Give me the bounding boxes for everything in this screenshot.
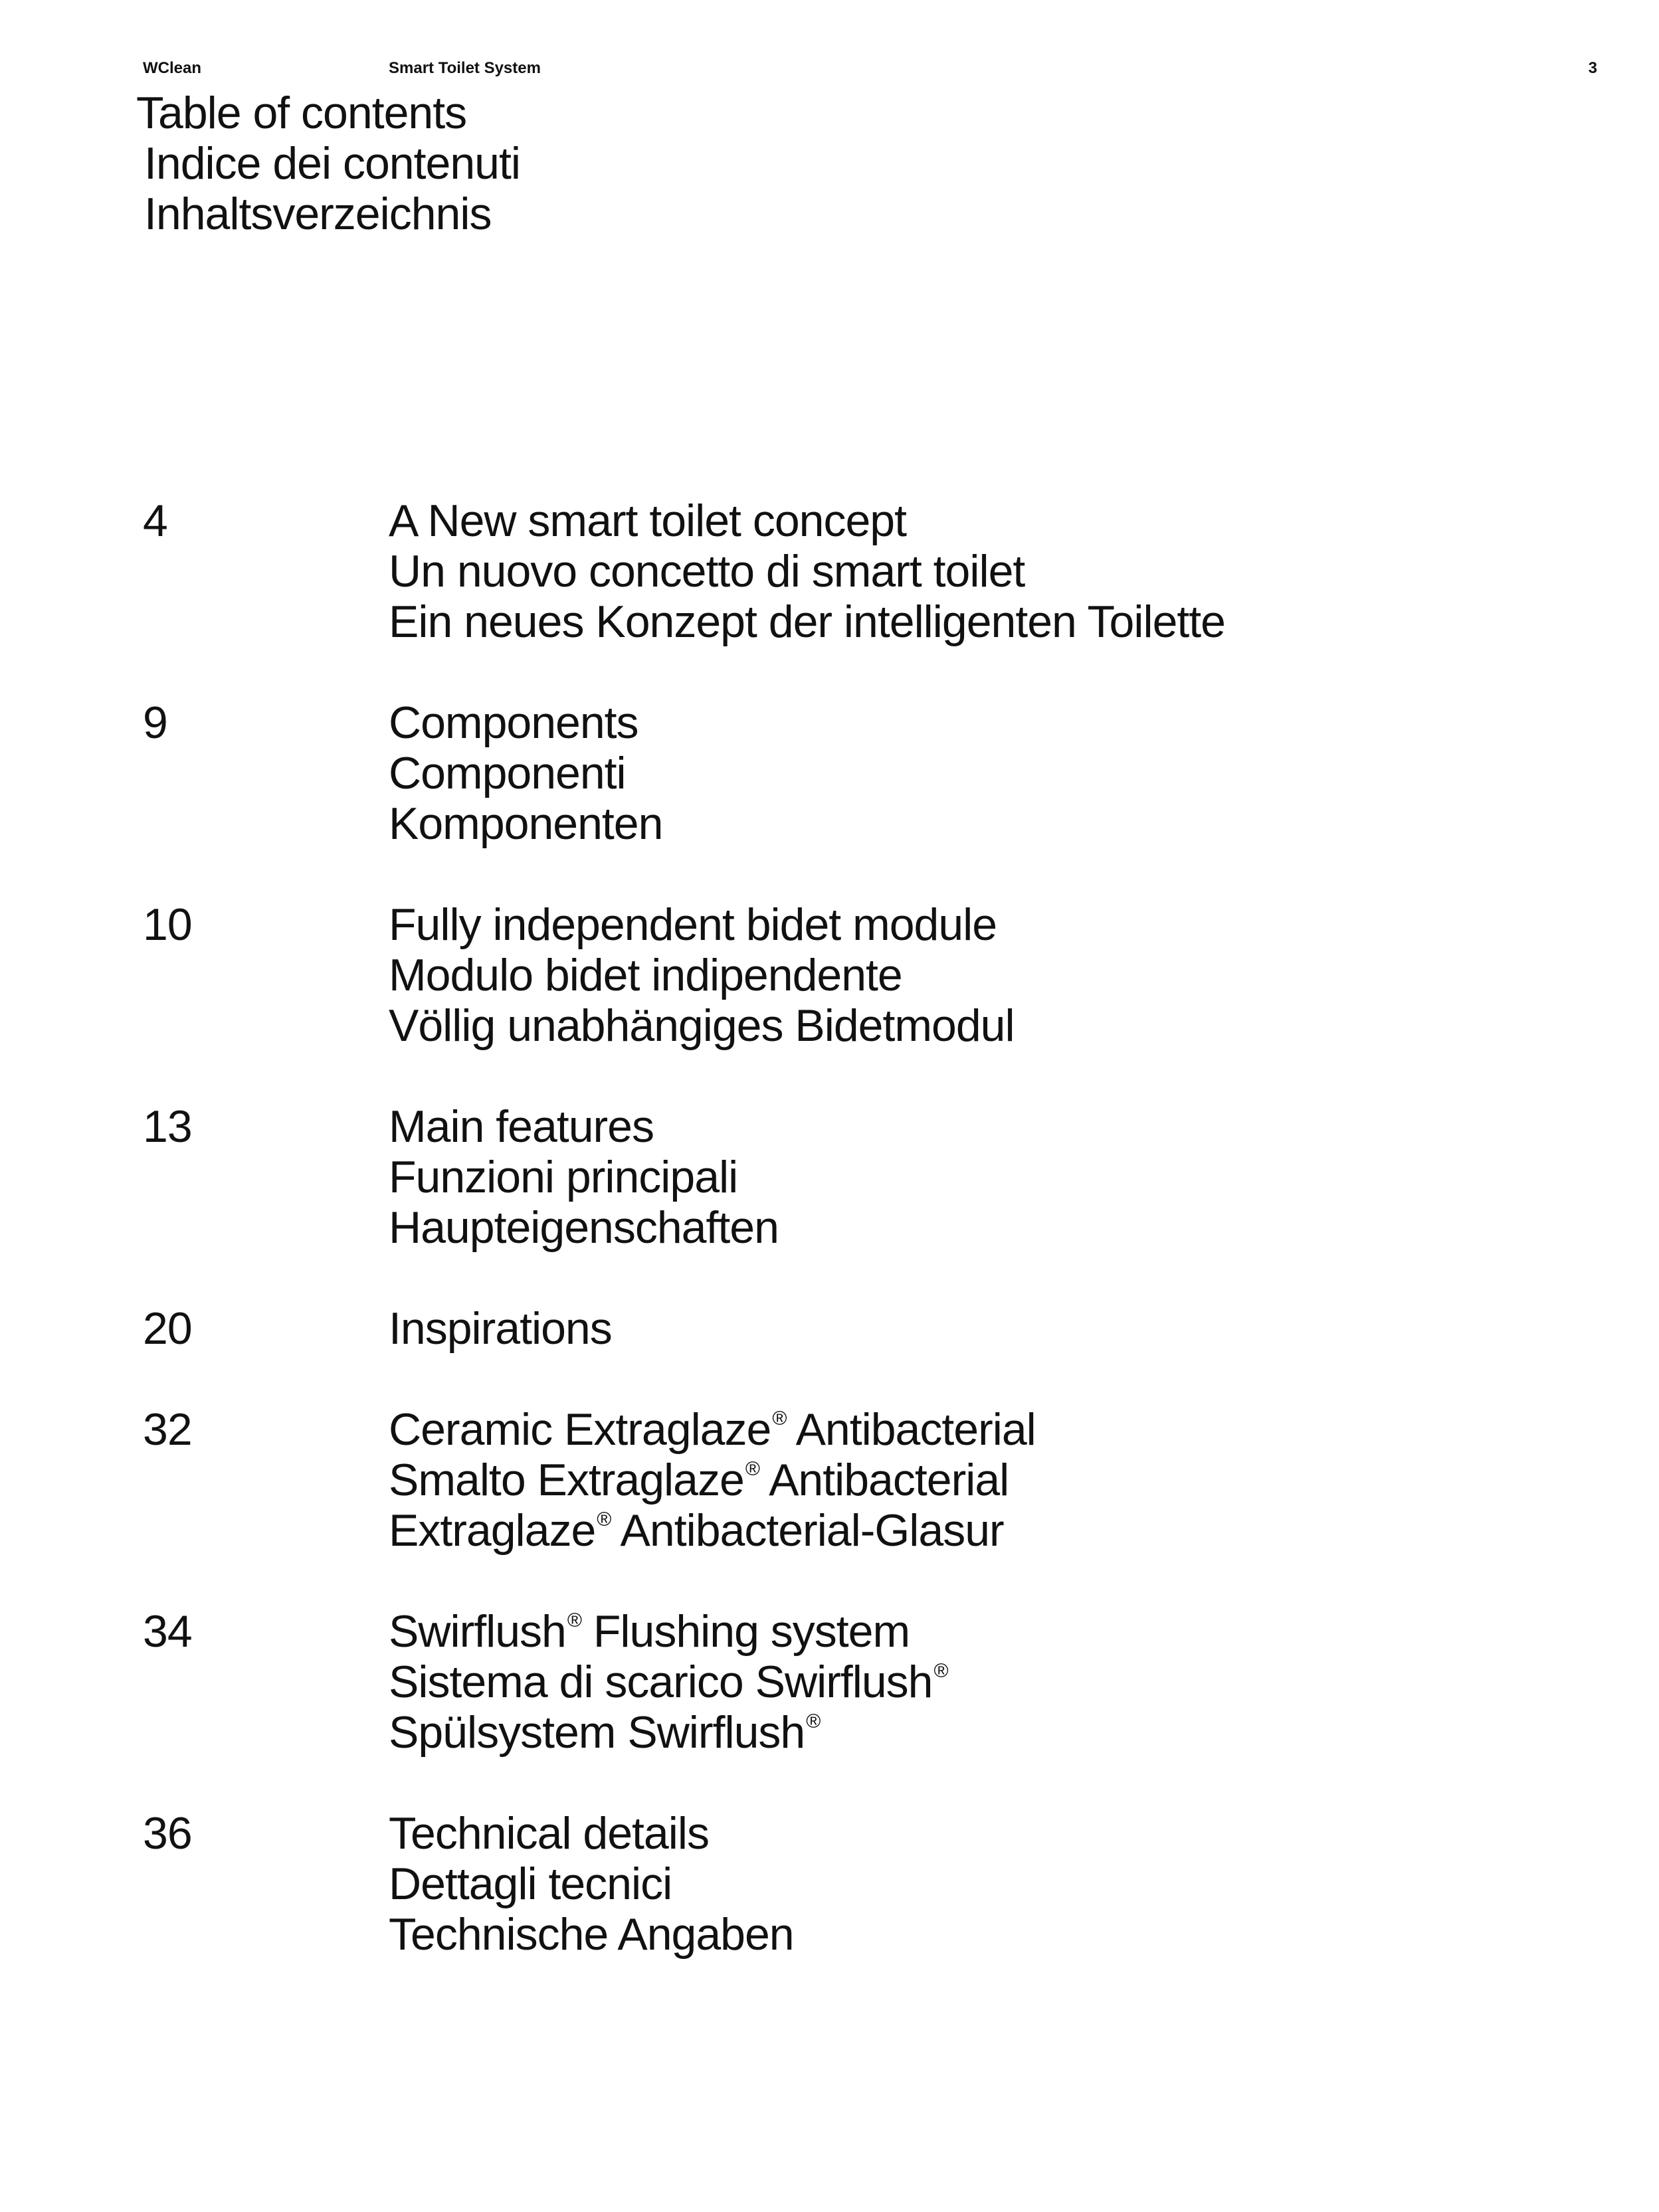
toc-title-it [389, 1455, 1571, 1505]
toc-page-number: 9 [143, 697, 167, 748]
toc-titles [389, 496, 1571, 647]
toc-title-text: Antibacterial [759, 1455, 1009, 1505]
toc-title-it: Funzioni principali [389, 1152, 738, 1202]
toc-title-text: Ceramic Extraglaze [389, 1404, 771, 1455]
registered-mark: ® [772, 1408, 787, 1429]
toc-title-de [389, 1505, 1571, 1556]
toc-title-de: Völlig unabhängiges Bidetmodul [389, 1000, 1015, 1051]
toc-title-text: Flushing system [581, 1606, 910, 1657]
toc-entry[interactable] [143, 1101, 1571, 1253]
toc-title-it: Dettagli tecnici [389, 1859, 672, 1909]
toc-titles [389, 1101, 1571, 1253]
toc-title-text: Extraglaze [389, 1505, 596, 1556]
toc-title-text: Swirflush [389, 1606, 566, 1657]
toc-entry[interactable] [143, 496, 1571, 647]
toc-titles [389, 697, 1571, 849]
brand-name: WClean [143, 59, 202, 77]
registered-mark: ® [933, 1660, 948, 1682]
toc-title-text: Antibacterial-Glasur [611, 1505, 1004, 1556]
toc-list [143, 496, 1571, 1960]
toc-entry[interactable] [143, 1303, 1571, 1354]
toc-entry[interactable] [143, 1404, 1571, 1556]
toc-title-it: Componenti [389, 748, 626, 798]
toc-title-en: A New smart toilet concept [389, 496, 907, 546]
toc-title-text: Smalto Extraglaze [389, 1455, 744, 1505]
toc-title-text: Spülsystem Swirflush [389, 1707, 805, 1758]
toc-title-de: Ein neues Konzept der intelligenten Toilette [389, 597, 1225, 647]
toc-entry[interactable] [143, 899, 1571, 1051]
toc-title-en: Technical details [389, 1808, 709, 1859]
toc-title-it [389, 1657, 1571, 1707]
toc-entry[interactable] [143, 697, 1571, 849]
registered-mark: ® [806, 1710, 821, 1732]
toc-title-en [389, 1606, 1571, 1657]
page-header [143, 58, 1597, 78]
toc-title-text: Sistema di scarico Swirflush [389, 1657, 933, 1707]
toc-heading-en: Table of contents [136, 88, 467, 138]
toc-title-en: Inspirations [389, 1303, 612, 1354]
toc-page-number: 36 [143, 1808, 192, 1859]
toc-titles [389, 1606, 1571, 1758]
toc-page-number: 34 [143, 1606, 192, 1657]
registered-mark: ® [745, 1458, 759, 1480]
registered-mark: ® [597, 1509, 611, 1530]
toc-heading-de: Inhaltsverzeichnis [144, 189, 492, 239]
toc-entry[interactable] [143, 1606, 1571, 1758]
toc-title-text: Antibacterial [786, 1404, 1036, 1455]
toc-titles [389, 899, 1571, 1051]
toc-page-number: 4 [143, 496, 167, 546]
toc-page-number: 13 [143, 1101, 192, 1152]
toc-entry[interactable] [143, 1808, 1571, 1960]
toc-titles [389, 1808, 1571, 1960]
toc-title-en: Fully independent bidet module [389, 899, 997, 950]
toc-title-it: Modulo bidet indipendente [389, 950, 902, 1000]
toc-title-de: Haupteigenschaften [389, 1202, 779, 1253]
document-title: Smart Toilet System [389, 59, 541, 77]
toc-page-number: 20 [143, 1303, 192, 1354]
toc-heading-it: Indice dei contenuti [144, 138, 520, 189]
toc-title-en: Main features [389, 1101, 654, 1152]
toc-title-de: Komponenten [389, 798, 663, 849]
toc-titles [389, 1303, 1571, 1354]
toc-title-en: Components [389, 697, 638, 748]
registered-mark: ® [567, 1610, 581, 1631]
toc-titles [389, 1404, 1571, 1556]
toc-title-it: Un nuovo concetto di smart toilet [389, 546, 1025, 597]
toc-page-number: 10 [143, 899, 192, 950]
toc-title-de: Technische Angaben [389, 1909, 794, 1960]
toc-heading [136, 88, 520, 239]
toc-title-de [389, 1707, 1571, 1758]
toc-title-en [389, 1404, 1571, 1455]
page-number: 3 [1588, 59, 1597, 77]
toc-page-number: 32 [143, 1404, 192, 1455]
